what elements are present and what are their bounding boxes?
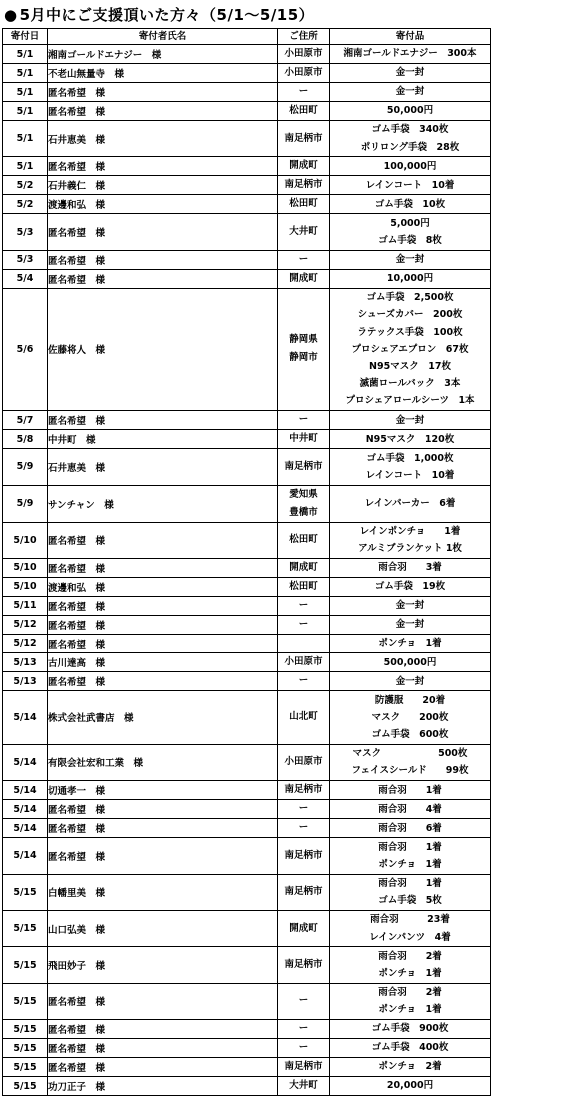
- item-line: ゴム手袋 600枚: [371, 729, 449, 741]
- table-row: [3, 83, 491, 102]
- item-line: アルミブランケット 1枚: [358, 543, 462, 555]
- table-row: [3, 102, 491, 121]
- item-line: 金一封: [395, 414, 425, 426]
- cell-date: 5/2: [3, 195, 48, 214]
- item-line: 防護服 20着: [374, 694, 446, 706]
- cell-date: 5/8: [3, 430, 48, 449]
- header-address: ご住所: [278, 29, 330, 45]
- table-header-row: [3, 29, 491, 45]
- address-line: 開成町: [289, 272, 318, 284]
- cell-donor-name: 匿名希望 様: [48, 522, 278, 558]
- item-line: N95マスク 17枚: [369, 361, 451, 373]
- cell-items: [330, 634, 491, 652]
- cell-date: 5/15: [3, 874, 48, 910]
- cell-date: 5/15: [3, 1020, 48, 1039]
- cell-date: 5/12: [3, 634, 48, 652]
- table-row: [3, 819, 491, 838]
- cell-items: [330, 121, 491, 157]
- cell-donor-name: 石井恵美 様: [48, 121, 278, 157]
- table-row: [3, 157, 491, 176]
- cell-donor-name: 佐藤将人 様: [48, 288, 278, 410]
- cell-date: 5/3: [3, 250, 48, 269]
- header-items: 寄付品: [330, 29, 491, 45]
- item-line: ゴム手袋 340枚: [371, 124, 449, 136]
- table-row: [3, 577, 491, 596]
- cell-date: 5/10: [3, 577, 48, 596]
- item-line: ゴム手袋 5枚: [378, 895, 442, 907]
- item-line: ポリロング手袋 28枚: [360, 141, 460, 153]
- cell-address: [278, 1058, 330, 1077]
- item-line: レインコート 10着: [365, 469, 455, 481]
- table-row: [3, 449, 491, 485]
- item-line: 雨合羽 3着: [378, 562, 442, 574]
- cell-date: 5/10: [3, 558, 48, 577]
- cell-donor-name: 匿名希望 様: [48, 615, 278, 634]
- cell-address: [278, 744, 330, 780]
- cell-date: 5/1: [3, 157, 48, 176]
- address-line: ー: [298, 1023, 309, 1035]
- cell-donor-name: 匿名希望 様: [48, 800, 278, 819]
- cell-items: [330, 1039, 491, 1058]
- cell-address: [278, 781, 330, 800]
- cell-donor-name: 石井義仁 様: [48, 176, 278, 195]
- cell-donor-name: 渡邊和弘 様: [48, 195, 278, 214]
- table-row: [3, 744, 491, 780]
- cell-address: [278, 983, 330, 1019]
- item-line: マスク 200枚: [371, 711, 449, 723]
- cell-items: [330, 615, 491, 634]
- cell-items: [330, 288, 491, 410]
- cell-address: [278, 449, 330, 485]
- cell-donor-name: 匿名希望 様: [48, 596, 278, 615]
- cell-donor-name: 中井町 様: [48, 430, 278, 449]
- table-row: [3, 800, 491, 819]
- address-line: 南足柄市: [284, 959, 323, 970]
- cell-address: [278, 653, 330, 672]
- cell-donor-name: 匿名希望 様: [48, 558, 278, 577]
- address-line: 静岡県: [289, 334, 318, 346]
- cell-items: [330, 947, 491, 983]
- cell-date: 5/14: [3, 800, 48, 819]
- cell-address: [278, 672, 330, 691]
- address-line: 開成町: [289, 922, 318, 934]
- cell-items: [330, 430, 491, 449]
- cell-donor-name: 古川達高 様: [48, 653, 278, 672]
- item-line: 100,000円: [383, 160, 437, 172]
- item-line: 雨合羽 1着: [378, 784, 442, 796]
- cell-date: 5/1: [3, 102, 48, 121]
- item-line: 雨合羽 23着: [370, 914, 450, 926]
- page-title-text: 5月中にご支援頂いた方々（5/1～5/15）: [19, 6, 315, 24]
- cell-items: [330, 195, 491, 214]
- table-row: [3, 596, 491, 615]
- cell-date: 5/14: [3, 691, 48, 745]
- table-row: [3, 176, 491, 195]
- table-row: [3, 1039, 491, 1058]
- item-line: ポンチョ 1着: [378, 637, 442, 649]
- cell-address: [278, 634, 330, 652]
- cell-date: 5/1: [3, 64, 48, 83]
- cell-address: [278, 485, 330, 522]
- cell-items: [330, 411, 491, 430]
- cell-donor-name: 匿名希望 様: [48, 269, 278, 288]
- cell-items: [330, 485, 491, 522]
- table-row: [3, 947, 491, 983]
- address-line: 南足柄市: [284, 1061, 323, 1073]
- cell-donor-name: 湘南ゴールドエナジー 様: [48, 45, 278, 64]
- item-line: 金一封: [395, 86, 425, 98]
- item-line: 金一封: [395, 67, 425, 79]
- item-line: ゴム手袋 10枚: [374, 198, 446, 210]
- cell-address: [278, 45, 330, 64]
- item-line: フェイスシールド 99枚: [351, 765, 469, 777]
- cell-items: [330, 800, 491, 819]
- cell-date: 5/13: [3, 672, 48, 691]
- item-line: シューズカバー 200枚: [357, 309, 463, 321]
- cell-items: [330, 102, 491, 121]
- cell-date: 5/1: [3, 83, 48, 102]
- item-line: ポンチョ 1着: [378, 1004, 442, 1016]
- table-row: [3, 558, 491, 577]
- cell-items: [330, 1077, 491, 1096]
- table-row: [3, 64, 491, 83]
- address-line: 開成町: [289, 160, 318, 172]
- item-line: ゴム手袋 400枚: [371, 1042, 449, 1054]
- cell-items: [330, 176, 491, 195]
- cell-items: [330, 653, 491, 672]
- cell-date: 5/7: [3, 411, 48, 430]
- cell-items: [330, 214, 491, 250]
- cell-date: 5/13: [3, 653, 48, 672]
- cell-items: [330, 157, 491, 176]
- cell-address: [278, 83, 330, 102]
- cell-address: [278, 838, 330, 874]
- cell-address: [278, 615, 330, 634]
- cell-address: [278, 522, 330, 558]
- address-line: 大井町: [289, 1080, 318, 1092]
- address-line: 南足柄市: [284, 784, 323, 796]
- bullet-icon: ●: [4, 6, 18, 24]
- item-line: ラテックス手袋 100枚: [357, 326, 463, 338]
- address-line: 松田町: [289, 198, 318, 210]
- cell-address: [278, 157, 330, 176]
- cell-address: [278, 800, 330, 819]
- cell-items: [330, 269, 491, 288]
- cell-donor-name: 山口弘美 様: [48, 910, 278, 946]
- cell-donor-name: 匿名希望 様: [48, 1058, 278, 1077]
- cell-address: [278, 910, 330, 946]
- item-line: 雨合羽 1着: [378, 841, 442, 853]
- cell-donor-name: 匿名希望 様: [48, 411, 278, 430]
- address-line: 南足柄市: [284, 132, 323, 144]
- header-date: 寄付日: [3, 29, 48, 45]
- address-line: 中井町: [289, 433, 318, 445]
- cell-date: 5/1: [3, 45, 48, 64]
- cell-donor-name: 株式会社武書店 様: [48, 691, 278, 745]
- cell-address: [278, 195, 330, 214]
- cell-items: [330, 672, 491, 691]
- item-line: 滅菌ロールバック 3本: [359, 378, 461, 390]
- item-line: ポンチョ 1着: [378, 968, 442, 979]
- cell-date: 5/15: [3, 1058, 48, 1077]
- address-line: ー: [298, 1042, 309, 1054]
- item-line: ポンチョ 1着: [378, 858, 442, 870]
- item-line: レインパーカー 6着: [364, 497, 456, 509]
- item-line: ゴム手袋 900枚: [371, 1023, 449, 1035]
- address-line: ー: [298, 995, 309, 1007]
- item-line: 湘南ゴールドエナジー 300本: [343, 48, 477, 60]
- cell-donor-name: 匿名希望 様: [48, 214, 278, 250]
- item-line: マスク 500枚: [352, 748, 468, 760]
- address-line: ー: [298, 675, 309, 687]
- cell-date: 5/3: [3, 214, 48, 250]
- cell-items: [330, 577, 491, 596]
- item-line: レインコート 10着: [365, 179, 455, 191]
- address-line: 松田町: [289, 534, 318, 546]
- cell-donor-name: 匿名希望 様: [48, 634, 278, 652]
- address-line: 松田町: [289, 105, 318, 116]
- address-line: 松田町: [289, 580, 318, 592]
- item-line: レインポンチョ 1着: [359, 526, 461, 538]
- cell-items: [330, 449, 491, 485]
- item-line: 金一封: [395, 619, 425, 631]
- cell-donor-name: 匿名希望 様: [48, 838, 278, 874]
- cell-address: [278, 947, 330, 983]
- cell-items: [330, 838, 491, 874]
- table-body: [3, 45, 491, 1096]
- cell-items: [330, 558, 491, 577]
- table-row: [3, 1077, 491, 1096]
- cell-date: 5/12: [3, 615, 48, 634]
- cell-date: 5/14: [3, 819, 48, 838]
- cell-items: [330, 983, 491, 1019]
- cell-donor-name: 匿名希望 様: [48, 1039, 278, 1058]
- address-line: 小田原市: [284, 656, 323, 668]
- table-row: [3, 121, 491, 157]
- cell-address: [278, 288, 330, 410]
- item-line: ゴム手袋 19枚: [374, 581, 446, 593]
- address-line: 静岡市: [289, 352, 318, 364]
- item-line: プロシェアロールシーツ 1本: [345, 395, 475, 407]
- cell-items: [330, 250, 491, 269]
- cell-address: [278, 874, 330, 910]
- cell-items: [330, 1058, 491, 1077]
- table-row: [3, 838, 491, 874]
- item-line: 5,000円: [390, 217, 430, 229]
- cell-donor-name: 功刀正子 様: [48, 1077, 278, 1096]
- item-line: 金一封: [395, 600, 425, 612]
- item-line: 金一封: [395, 675, 425, 687]
- cell-donor-name: 匿名希望 様: [48, 250, 278, 269]
- cell-donor-name: 匿名希望 様: [48, 83, 278, 102]
- cell-donor-name: 石井恵美 様: [48, 449, 278, 485]
- address-line: 小田原市: [284, 756, 323, 768]
- cell-items: [330, 744, 491, 780]
- cell-date: 5/10: [3, 522, 48, 558]
- item-line: 金一封: [395, 254, 425, 266]
- table-row: [3, 195, 491, 214]
- cell-address: [278, 430, 330, 449]
- cell-address: [278, 411, 330, 430]
- cell-address: [278, 691, 330, 745]
- item-line: ゴム手袋 2,500枚: [366, 292, 454, 304]
- address-line: 小田原市: [284, 48, 323, 59]
- table-row: [3, 691, 491, 745]
- item-line: ポンチョ 2着: [378, 1061, 442, 1073]
- cell-items: [330, 45, 491, 64]
- cell-address: [278, 558, 330, 577]
- address-line: 愛知県: [289, 488, 318, 500]
- donations-table: [2, 28, 491, 1096]
- item-line: レインパンツ 4着: [369, 931, 451, 943]
- cell-date: 5/1: [3, 121, 48, 157]
- cell-donor-name: 匿名希望 様: [48, 1020, 278, 1039]
- cell-address: [278, 1039, 330, 1058]
- cell-date: 5/2: [3, 176, 48, 195]
- table-row: [3, 653, 491, 672]
- header-name: 寄付者氏名: [48, 29, 278, 45]
- cell-address: [278, 102, 330, 121]
- table-row: [3, 874, 491, 910]
- cell-address: [278, 176, 330, 195]
- table-row: [3, 485, 491, 522]
- address-line: ー: [298, 253, 309, 265]
- address-line: 豊橋市: [289, 506, 318, 518]
- address-line: 開成町: [289, 561, 318, 573]
- address-line: ー: [298, 618, 309, 630]
- cell-items: [330, 83, 491, 102]
- cell-date: 5/14: [3, 838, 48, 874]
- page-title: [4, 3, 314, 27]
- cell-address: [278, 214, 330, 250]
- address-line: 南足柄市: [284, 849, 323, 861]
- table-row: [3, 983, 491, 1019]
- table-row: [3, 1058, 491, 1077]
- cell-date: 5/4: [3, 269, 48, 288]
- table-row: [3, 269, 491, 288]
- cell-date: 5/15: [3, 1077, 48, 1096]
- item-line: 雨合羽 6着: [378, 822, 442, 834]
- item-line: 10,000円: [386, 273, 434, 285]
- cell-date: 5/15: [3, 1039, 48, 1058]
- address-line: 南足柄市: [284, 179, 323, 191]
- address-line: ー: [298, 599, 309, 611]
- cell-date: 5/15: [3, 910, 48, 946]
- cell-items: [330, 64, 491, 83]
- cell-address: [278, 1077, 330, 1096]
- item-line: 雨合羽 1着: [378, 878, 442, 890]
- table-row: [3, 634, 491, 652]
- cell-donor-name: 切通孝一 様: [48, 781, 278, 800]
- table-row: [3, 288, 491, 410]
- cell-donor-name: 匿名希望 様: [48, 983, 278, 1019]
- cell-date: 5/9: [3, 485, 48, 522]
- table-row: [3, 522, 491, 558]
- cell-donor-name: 渡邊和弘 様: [48, 577, 278, 596]
- cell-items: [330, 781, 491, 800]
- cell-items: [330, 874, 491, 910]
- item-line: ゴム手袋 1,000枚: [366, 452, 454, 464]
- item-line: ゴム手袋 8枚: [378, 235, 442, 247]
- table-row: [3, 615, 491, 634]
- cell-items: [330, 596, 491, 615]
- item-line: 50,000円: [386, 105, 434, 117]
- address-line: 大井町: [289, 226, 318, 238]
- cell-address: [278, 596, 330, 615]
- cell-date: 5/14: [3, 781, 48, 800]
- item-line: 20,000円: [386, 1080, 434, 1092]
- table-row: [3, 411, 491, 430]
- address-line: ー: [298, 86, 309, 97]
- cell-date: 5/11: [3, 596, 48, 615]
- item-line: 雨合羽 2着: [378, 987, 442, 999]
- address-line: 南足柄市: [284, 460, 323, 472]
- address-line: ー: [298, 414, 309, 426]
- cell-address: [278, 819, 330, 838]
- table-row: [3, 430, 491, 449]
- cell-items: [330, 910, 491, 946]
- cell-items: [330, 819, 491, 838]
- address-line: 小田原市: [284, 67, 323, 78]
- cell-donor-name: 匿名希望 様: [48, 672, 278, 691]
- cell-date: 5/6: [3, 288, 48, 410]
- cell-address: [278, 64, 330, 83]
- cell-donor-name: 匿名希望 様: [48, 102, 278, 121]
- cell-donor-name: 匿名希望 様: [48, 819, 278, 838]
- cell-donor-name: 白幡里美 様: [48, 874, 278, 910]
- item-line: 500,000円: [383, 656, 437, 668]
- table-row: [3, 781, 491, 800]
- cell-items: [330, 522, 491, 558]
- table-row: [3, 45, 491, 64]
- table-row: [3, 1020, 491, 1039]
- cell-donor-name: 匿名希望 様: [48, 157, 278, 176]
- cell-donor-name: 不老山無量寺 様: [48, 64, 278, 83]
- table-row: [3, 214, 491, 250]
- item-line: N95マスク 120枚: [365, 433, 455, 445]
- cell-donor-name: 有限会社宏和工業 様: [48, 744, 278, 780]
- cell-address: [278, 1020, 330, 1039]
- address-line: ー: [298, 822, 309, 834]
- table-row: [3, 672, 491, 691]
- address-line: 南足柄市: [284, 886, 323, 898]
- cell-address: [278, 269, 330, 288]
- item-line: 雨合羽 4着: [378, 803, 442, 815]
- cell-donor-name: 飛田妙子 様: [48, 947, 278, 983]
- cell-address: [278, 577, 330, 596]
- cell-date: 5/15: [3, 947, 48, 983]
- cell-address: [278, 121, 330, 157]
- item-line: 雨合羽 2着: [378, 950, 442, 962]
- address-line: 山北町: [289, 711, 318, 723]
- item-line: プロシェアエプロン 67枚: [351, 343, 469, 355]
- table-row: [3, 250, 491, 269]
- table-row: [3, 910, 491, 946]
- cell-address: [278, 250, 330, 269]
- address-line: ー: [298, 803, 309, 815]
- cell-items: [330, 1020, 491, 1039]
- cell-donor-name: サンチャン 様: [48, 485, 278, 522]
- cell-date: 5/15: [3, 983, 48, 1019]
- cell-date: 5/9: [3, 449, 48, 485]
- cell-items: [330, 691, 491, 745]
- cell-date: 5/14: [3, 744, 48, 780]
